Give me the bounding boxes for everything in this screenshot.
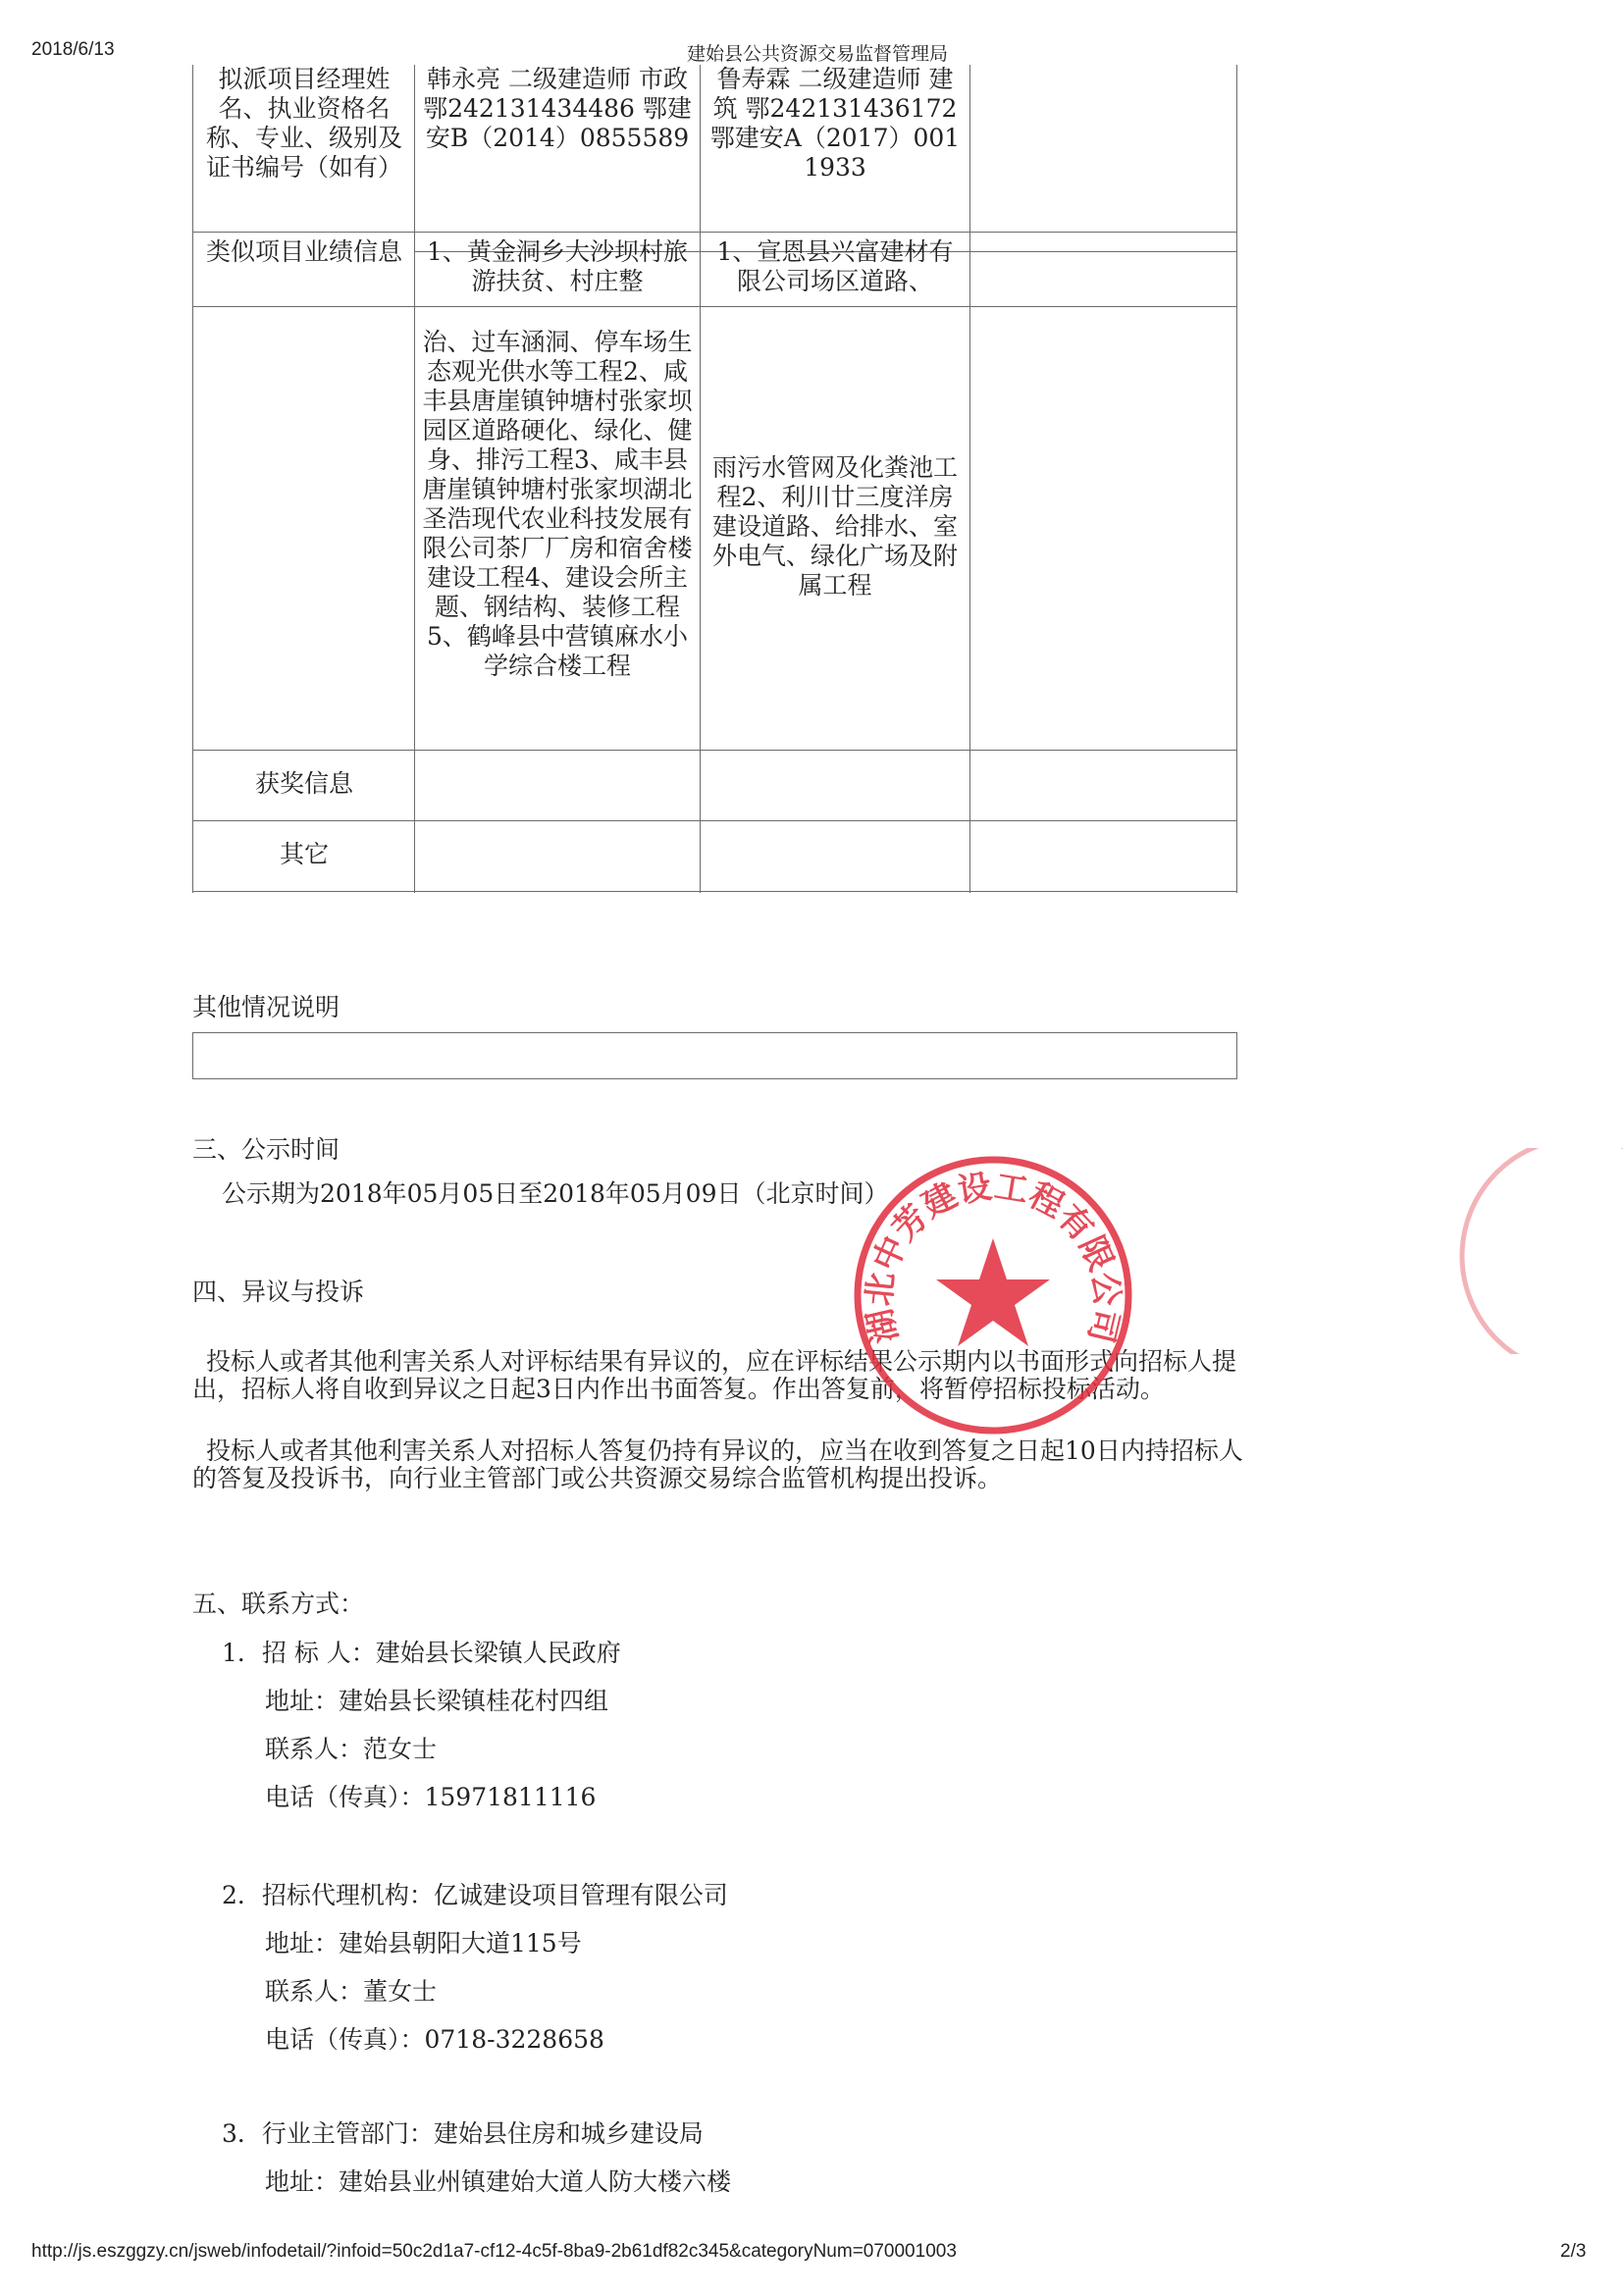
objection-paragraph: 投标人或者其他利害关系人对评标结果有异议的，应在评标结果公示期内以书面形式向招标人提出，招标人将自收到异议之日起3日内作出书面答复。作出答复前，将暂停招标投标活动。: [192, 1347, 1237, 1403]
contact-agency-phone: 电话（传真）：0718-3228658: [265, 2025, 604, 2054]
table-cell: 1、宣恩县兴富建材有限公司场区道路、: [716, 237, 954, 295]
contact-tenderer-address: 地址：建始县长梁镇桂花村四组: [265, 1687, 609, 1715]
table-cell: 治、过车涵洞、停车场生态观光供水等工程2、咸丰县唐崖镇钟塘村张家坝园区道路硬化、绿化、健身、排污工程3、咸丰县唐崖镇钟塘村张家坝湖北圣浩现代农业科技发展有限公司茶厂厂房和宿舍楼建设工程4、建设会所主题、钢结构、装修工程5、鹤峰县中营镇麻水小学综合楼工程: [422, 328, 693, 680]
contact-tenderer-person: 联系人：范女士: [265, 1735, 438, 1763]
complaint-paragraph: 投标人或者其他利害关系人对招标人答复仍持有异议的，应当在收到答复之日起10日内持招标人的答复及投诉书，向行业主管部门或公共资源交易综合监管机构提出投诉。: [192, 1436, 1243, 1492]
announcement-period-text: 公示期为2018年05月05日至2018年05月09日（北京时间）: [222, 1179, 889, 1208]
contact-tenderer-title: 1．招 标 人：建始县长梁镇人民政府: [222, 1639, 621, 1667]
table-cell: 1、黄金洞乡大沙坝村旅游扶贫、村庄整: [427, 237, 688, 295]
table-row-line: [192, 820, 1237, 821]
other-notes-box: [192, 1032, 1237, 1079]
page-number: 2/3: [1560, 2241, 1587, 2262]
table-divider: [700, 65, 701, 893]
seal-star-icon: [936, 1238, 1050, 1346]
table-cell-label: 类似项目业绩信息: [206, 237, 402, 266]
table-divider: [414, 65, 415, 893]
contact-agency-address: 地址：建始县朝阳大道115号: [265, 1929, 582, 1957]
contact-authority-address: 地址：建始县业州镇建始大道人防大楼六楼: [265, 2167, 732, 2196]
table-cell: 韩永亮 二级建造师 市政 鄂242131434486 鄂建安B（2014）0855589: [423, 65, 692, 152]
table-divider: [969, 65, 970, 893]
table-cell-label: 获奖信息: [254, 769, 353, 798]
table-cell: 雨污水管网及化粪池工程2、利川廿三度洋房建设道路、给排水、室外电气、绿化广场及附属工程: [711, 453, 958, 600]
bid-info-table: [192, 65, 1237, 893]
section-heading-announcement-period: 三、公示时间: [192, 1135, 340, 1164]
other-notes-heading: 其他情况说明: [192, 993, 340, 1021]
footer-url: http://js.eszggzy.cn/jsweb/infodetail/?infoid=50c2d1a7-cf12-4c5f-8ba9-2b61df82c345&categoryNum=070001003: [31, 2241, 957, 2262]
contact-authority-title: 3．行业主管部门：建始县住房和城乡建设局: [222, 2119, 704, 2148]
partial-seal-stamp: [1413, 1148, 1623, 1354]
contact-agency-title: 2．招标代理机构：亿诚建设项目管理有限公司: [222, 1881, 728, 1909]
company-seal-stamp: [846, 1148, 1140, 1442]
page-header-title: 建始县公共资源交易监督管理局: [687, 44, 949, 65]
table-row-line: [192, 232, 1237, 233]
table-cell-label: 拟派项目经理姓名、执业资格名称、专业、级别及证书编号（如有）: [206, 65, 402, 182]
contact-agency-person: 联系人：董女士: [265, 1977, 438, 2006]
table-row-line: [192, 306, 1237, 307]
section-heading-contacts: 五、联系方式：: [192, 1590, 365, 1618]
table-border-right: [1236, 65, 1237, 893]
table-cell-label: 其它: [279, 840, 329, 868]
print-date: 2018/6/13: [31, 39, 115, 60]
table-border-left: [192, 65, 193, 893]
section-heading-objections: 四、异议与投诉: [192, 1278, 365, 1306]
contact-tenderer-phone: 电话（传真）：15971811116: [265, 1783, 597, 1811]
table-row-line: [192, 750, 1237, 751]
table-cell: 鲁寿霖 二级建造师 建筑 鄂242131436172 鄂建安A（2017）0011933: [709, 65, 961, 182]
table-border-bottom: [192, 891, 1237, 892]
seal-text: 湖北中芳建设工程有限公司: [859, 1167, 1127, 1347]
